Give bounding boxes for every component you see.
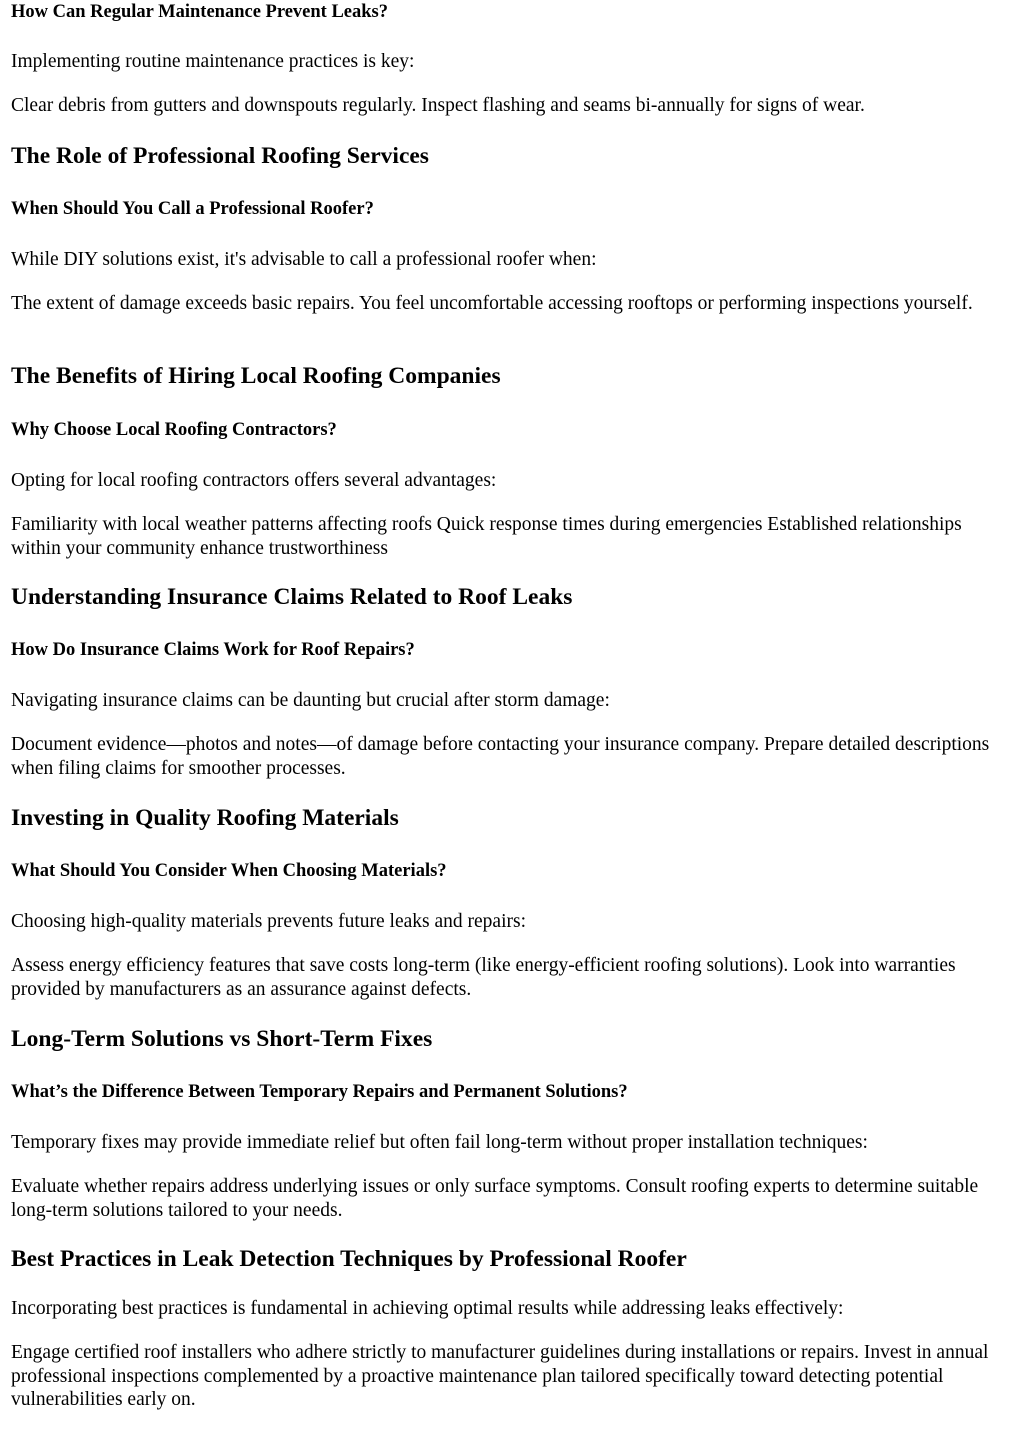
paragraph-maintenance-body: Clear debris from gutters and downspouts regularly. Inspect flashing and seams bi-annually for signs of wear. (11, 95, 865, 116)
heading-professional-roofing: The Role of Professional Roofing Services (11, 143, 429, 169)
paragraph-fixes-body: Evaluate whether repairs address underlying issues or only surface symptoms. Consult roofing experts to determine suitable long-term solutions tailored to your needs. (11, 1176, 979, 1221)
paragraph-fixes-intro: Temporary fixes may provide immediate relief but often fail long-term without proper installation techniques: (11, 1132, 868, 1153)
paragraph-materials-body: Assess energy efficiency features that save costs long-term (like energy-efficient roofing solutions). Look into warranties provided by manufacturers as an assurance against defects. (11, 955, 956, 1000)
paragraph-best-practices-intro: Incorporating best practices is fundamental in achieving optimal results while addressing leaks effectively: (11, 1298, 844, 1319)
heading-insurance-claims: Understanding Insurance Claims Related to Roof Leaks (11, 584, 573, 610)
heading-quality-materials: Investing in Quality Roofing Materials (11, 805, 399, 831)
paragraph-best-practices-body: Engage certified roof installers who adhere strictly to manufacturer guidelines during installations or repairs. Invest in annual professional inspections complemented by a proactive maintenance plan tailored specifically toward detecting potential vulnerabilities early on. (11, 1342, 989, 1410)
paragraph-professional-intro: While DIY solutions exist, it's advisable to call a professional roofer when: (11, 249, 597, 270)
heading-best-practices: Best Practices in Leak Detection Techniques by Professional Roofer (11, 1246, 687, 1272)
subheading-insurance-work: How Do Insurance Claims Work for Roof Repairs? (11, 640, 415, 660)
subheading-choosing-materials: What Should You Consider When Choosing Materials? (11, 861, 447, 881)
paragraph-insurance-intro: Navigating insurance claims can be daunting but crucial after storm damage: (11, 690, 610, 711)
heading-long-term-solutions: Long-Term Solutions vs Short-Term Fixes (11, 1026, 433, 1052)
paragraph-professional-body: The extent of damage exceeds basic repairs. You feel uncomfortable accessing rooftops or performing inspections yourself. (11, 293, 973, 314)
subheading-local-contractors: Why Choose Local Roofing Contractors? (11, 420, 337, 440)
paragraph-local-intro: Opting for local roofing contractors offers several advantages: (11, 470, 497, 491)
paragraph-insurance-body: Document evidence—photos and notes—of damage before contacting your insurance company. Prepare detailed descriptions when filing claims for smoother processes. (11, 734, 990, 779)
heading-local-companies: The Benefits of Hiring Local Roofing Companies (11, 363, 501, 389)
paragraph-local-body: Familiarity with local weather patterns affecting roofs Quick response times during emergencies Established relationships within your community enhance trustworthiness (11, 514, 962, 559)
paragraph-materials-intro: Choosing high-quality materials prevents future leaks and repairs: (11, 911, 526, 932)
paragraph-maintenance-intro: Implementing routine maintenance practices is key: (11, 51, 415, 72)
subheading-call-professional: When Should You Call a Professional Roofer? (11, 199, 374, 219)
subheading-temporary-vs-permanent: What’s the Difference Between Temporary Repairs and Permanent Solutions? (11, 1082, 628, 1102)
subheading-regular-maintenance: How Can Regular Maintenance Prevent Leaks? (11, 2, 389, 22)
